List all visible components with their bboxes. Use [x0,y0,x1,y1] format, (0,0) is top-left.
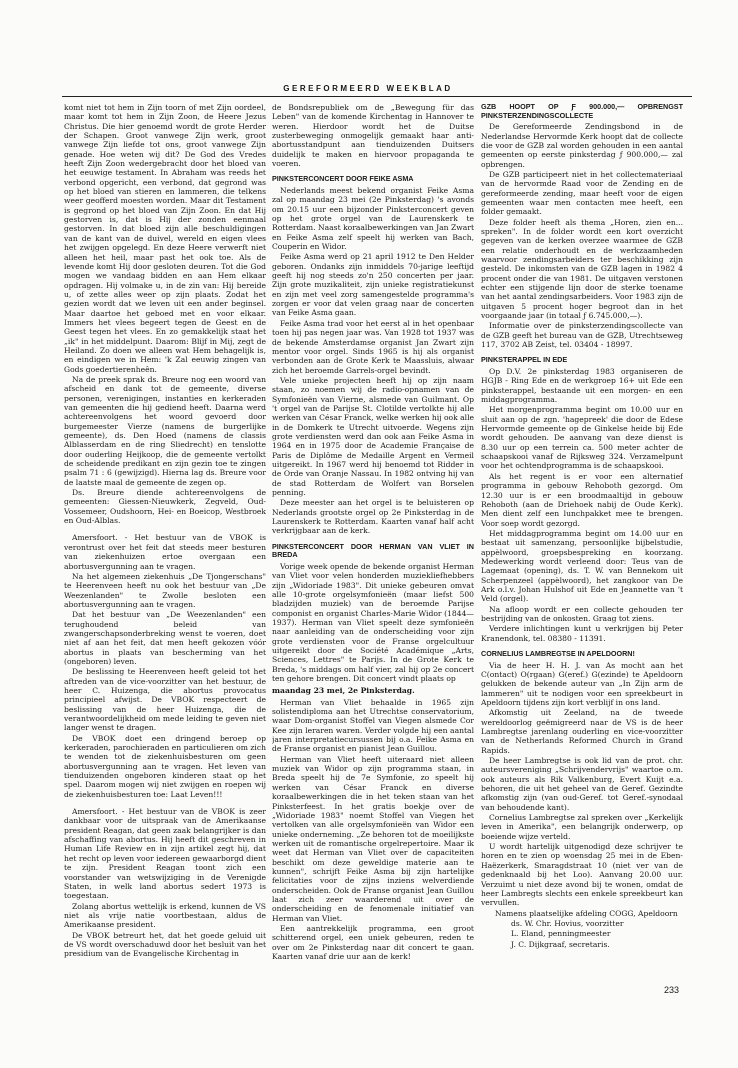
paragraph: Informatie over de pinksterzendingscollecte van de GZB geeft het bureau van de GZB, Utrechtseweg 117, 3702 AB Zeist, tel. 03404 - 18997. [481,321,683,350]
paragraph: Na het algemeen ziekenhuis „De Tjongerschans" te Heerenveen heeft nu ook het bestuur van „De Weezenlanden" te Zwolle besloten een abortusvergunning aan te vragen. [64,571,266,609]
paragraph: Feike Asma werd op 21 april 1912 te Den Helder geboren. Ondanks zijn inmiddels 70-jarige leeftijd geeft hij nog steeds zo'n 250 concerten per jaar. Zijn grote muzikaliteit, zijn unieke registratiekunst en zijn met veel zorg samengestelde programma's zorgen er voor dat velen graag naar de concerten van Feike Asma gaan. [272,252,474,318]
paragraph: de Bondsrepubliek om de „Bewegung für das Leben" van de komende Kirchentag in Hannover te weren. Hierdoor wordt het de Duitse zusterbeweging onmogelijk gemaakt haar anti-abortusstandpunt aan tienduizenden Duitsers duidelijk te maken en hiervoor propaganda te voeren. [272,103,474,169]
paragraph: Vorige week opende de bekende organist Herman van Vliet voor velen honderden muziekliefhebbers zijn „Widoriade 1983". Dit unieke gebeuren omvat alle 10-grote orgelsymfonieën (maar liefst 500 bladzijden muziek) van de beroemde Parijse componist en organist Charles-Marie Widor (1844—1937). Herman van Vliet speelt deze symfonieën naar aanleiding van de onderscheiding voor zijn grote verdiensten voor de Franse orgelcultuur uitgereikt door de Société Académique „Arts, Sciences, Lettres" te Parijs. In de Grote Kerk te Breda, 's middags om half vier, zal hij op 2e concert ten gehore brengen. Dit concert vindt plaats op [272,561,474,684]
signature-line: Namens plaatselijke afdeling COGG, Apeldoorn [495,908,678,918]
paragraph: Feike Asma trad voor het eerst al in het openbaar toen hij pas negen jaar was. Van 1928 tot 1937 was de bekende Amsterdamse organist Jan Zwart zijn mentor voor orgel. Sinds 1965 is hij als organist verbonden aan de Grote Kerk te Maassluis, alwaar zich het beroemde Garrels-orgel bevindt. [272,318,474,375]
paragraph: Een aantrekkelijk programma, een groot schitterend orgel, een uniek gebeuren, reden te over om 2e Pinksterdag naar dit concert te gaan. Kaarten vanaf drie uur aan de kerk! [272,923,474,961]
paragraph: Herman van Vliet heeft uiteraard niet alleen muziek van Widor op zijn programma staan, in Breda speelt hij de 7e Symfonie, zo speelt hij werken van César Franck en diverse koraalbewerkingen die in het teken staan van het Pinksterfeest. In het gratis boekje over de „Widoriade 1983" noemt Stoffel van Viegen het vertolken van alle orgelsymfonieën van Widor een unieke onderneming. „Ze behoren tot de moeilijkste werken uit de romantische orgelrepertoire. Maar ik weet dat Herman van Vliet over de capaciteiten beschikt om deze geweldige materie aan te kunnen", schrijft Feike Asma bij zijn hartelijke felicitaties voor de zijns inziens welverdiende onderscheiden. Ook de Franse organist Jean Guillou laat zich zeer waarderend uit over de onderscheiding en de fenomenale initiatief van Herman van Vliet. [272,754,474,923]
spacer [64,800,266,807]
paragraph: Ds. Breure diende achtereenvolgens de gemeenten: Giessen-Nieuwkerk, Zegveld, Oud-Vossemeer, Oudshoorn, Hei- en Boeicop, Westbroek en Oud-Alblas. [64,488,266,526]
paragraph: Nederlands meest bekend organist Feike Asma zal op maandag 23 mei (2e Pinksterdag) 's avonds om 20.15 uur een bijzonder Pinksterconcert geven op het grote orgel van de Laurenskerk te Rotterdam. Naast koraalbewerkingen van Jan Zwart en Feike Asma zelf speelt hij werken van Bach, Couperin en Widor. [272,186,474,252]
paragraph: Amersfoort. - Het bestuur van de VBOK is verontrust over het feit dat steeds meer besturen van ziekenhuizen ertoe overgaan een abortusvergunning aan te vragen. [64,533,266,571]
paragraph: U wordt hartelijk uitgenodigd deze schrijver te horen en te zien op woensdag 25 mei in de Eben-Haëzerkerk, Smaragdstraat 10 (niet ver van de gedenknaald bij het Loo). Aanvang 20.00 uur. Verzuimt u niet deze avond bij te wonen, omdat de heer Lambregts slechts een enkele spreekbeurt kan vervullen. [481,842,683,908]
column-middle [272,103,474,1053]
paragraph: De VBOK betreurt het, dat het goede geluid uit de VS wordt overschaduwd door het besluit van het presidium van de Evangelische Kirchentag in [64,930,266,959]
paragraph: Op D.V. 2e pinksterdag 1983 organiseren de HGJB - Ring Ede en de werkgroep 16+ uit Ede een pinksterappel, bestaande uit een morgen- en een middagprogramma. [481,367,683,405]
paragraph: Via de heer H. H. J. van As mocht aan het C(ontact) O(rgaan) G(eref.) G(ezinde) te Apeldoorn gelukken de bekende auteur van „In Zijn arm de lammeren" uit te nodigen voor een spreekbeurt in Apeldoorn tijdens zijn kort verblijf in ons land. [481,660,683,707]
article-heading: CORNELIUS LAMBREGTSE IN APELDOORN! [481,649,635,658]
paragraph: Vele unieke projecten heeft hij op zijn naam staan, zo noemen wij de radio-opnamen van de Symfonieën van Vierne, alsmede van Guilmant. Op 't orgel van de Parijse St. Clotilde vertolkte hij alle werken van César Franck, welke werken hij ook alle in de Domkerk te Utrecht uitvoerde. Wegens zijn grote verdiensten werd dan ook aan Feike Asma in 1964 en in 1975 door de Academie Française de Paris de Diplôme de Medaille Argent en Vermeil uitgereikt. In 1967 werd hij benoemd tot Ridder in de Orde van Oranje Nassau. In 1982 ontving hij van de stad Rotterdam de Wolfert van Borselen penning. [272,375,474,497]
paragraph: Herman van Vliet behaalde in 1965 zijn solistendiploma aan het Utrechtse conservatorium, waar Dom-organist Stoffel van Viegen alsmede Cor Kee zijn leraren waren. Verder volgde hij een aantal jaren interpretatiecursussen bij o.a. Feike Asma en de Franse organist en pianist Jean Guillou. [272,697,474,754]
article-heading: GZB HOOPT OP Ƒ 900.000,— OPBRENGST PINKSTERZENDINGSCOLLECTE [481,103,683,120]
header-rule [62,96,692,97]
paragraph: Afkomstig uit Zeeland, na de tweede wereldoorlog geëmigreerd naar de VS is de heer Lambregtse jarenlang ouderling en vice-voorzitter van de Netherlands Reformed Church in Grand Rapids. [481,708,683,755]
article-heading: PINKSTERCONCERT DOOR FEIKE ASMA [272,174,414,184]
signature-line: J. C. Dijkgraaf, secretaris. [511,939,610,949]
paragraph: Cornelius Lambregtse zal spreken over „Kerkelijk leven in Amerika", een belangrijk onderwerp, op boeiende wijze verteld. [481,813,683,841]
paragraph: Dat het bestuur van „De Weezenlanden" een terughoudend beleid van zwangerschapsonderbreking wenst te voeren, doet niet af aan het feit, dat men heeft gekozen vóór abortus in plaats van bescherming van het (ongeboren) leven. [64,610,266,666]
paragraph: De GZB participeert niet in het collectemateriaal van de hervormde Raad voor de Zending en de gereformeerde zending, maar heeft voor de eigen gemeenten waar men contacten mee heeft, een folder gemaakt. [481,169,683,217]
page-number: 233 [664,985,680,995]
concert-date: maandag 23 mei, 2e Pinksterdag. [272,686,415,696]
paragraph: Na de preek sprak ds. Breure nog een woord van afscheid en dank tot de gemeente, diverse personen, verenigingen, instanties en kerkeraden van gemeenten die hij gediend heeft. Daarna werd achtereenvolgens het woord gevoerd door burgemeester Vierze (namens de burgerlijke gemeente), ds. Den Hoed (namens de classis Alblasserdam en de ring Sliedrecht) en tenslotte door ouderling Heijkoop, die de gemeente vertolkt de scheidende predikant en zijn gezin toe te zingen psalm 71 : 6 (gewijzigd). Hierna lag ds. Breure voor de laatste maal de gemeente de zegen op. [64,374,266,487]
paragraph: Het morgenprogramma begint om 10.00 uur en sluit aan op de zgn. 'hagepreek' die door de Edese Hervormde gemeente op de Ginkelse heide bij Ede wordt gehouden. De aanvang van deze dienst is 8.30 uur op een terrein ca. 500 meter achter de schaapskooi vanaf de Rijksweg 324. Verzamelpunt voor het ochtendprogramma is de schaapskooi. [481,405,683,471]
paragraph: De VBOK doet een dringend beroep op kerkeraden, parochieraden en particulieren om zich te wenden tot de ziekenhuisbesturen om geen abortusvergunning aan te vragen. Het leven van tienduizenden ongeboren kinderen staat op het spel. Daarom mogen wij niet zwijgen en roepen wij de ziekenhuisbesturen toe: Laat Leven!!! [64,733,266,799]
paragraph: De beslissing te Heerenveen heeft geleid tot het aftreden van de vice-voorzitter van het bestuur, de heer C. Huizenga, die abortus provocatus principieel afwijst. De VBOK respecteert de beslissing van de heer Huizenga, die de verantwoordelijkheid om mede leiding te geven niet langer wenst te dragen. [64,667,266,733]
column-right [481,103,683,1053]
column-left [64,103,266,1053]
signature-line: ds. W. Chr. Hovius, voorzitter [511,918,624,928]
paragraph: Het middagprogramma begint om 14.00 uur en bestaat uit samenzang, persoonlijke bijbelstudie, appèlwoord, groepsbespreking en koorzang. Medewerking wordt verleend door: Teus van de Lagemaat (opening), ds. T. W. van Bennekom uit Scherpenzeel (appèlwoord), het zangkoor van De Ark o.l.v. Johan Hulshof uit Ede en Jeannette van 't Veld (orgel). [481,528,683,604]
paragraph: De Gereformeerde Zendingsbond in de Nederlandse Hervormde Kerk hoopt dat de collecte die voor de GZB zal worden gehouden in een aantal gemeenten op eerste pinksterdag ƒ 900.000,— zal opbrengen. [481,122,683,169]
paragraph: Als het regent is er voor een alternatief programma in gebouw Rehoboth gezorgd. Om 12.30 uur is er een broodmaaltijd in gebouw Rehoboth (aan de Driehoek nabij de Oude Kerk). Men dient zelf een lunchpakket mee te brengen. Voor soep wordt gezorgd. [481,471,683,528]
page-header: GEREFORMEERD WEEKBLAD [283,84,453,93]
paragraph: Deze meester aan het orgel is te beluisteren op Nederlands grootste orgel op 2e Pinksterdag in de Laurenskerk te Rotterdam. Kaarten vanaf half acht verkrijgbaar aan de kerk. [272,498,474,536]
article-heading: PINKSTERCONCERT DOOR HERMAN VAN VLIET IN BREDA [272,541,474,560]
paragraph: Deze folder heeft als thema „Horen, zien en... spreken". In de folder wordt een kort overzicht gegeven van de kerken overzee waarmee de GZB een relatie onderhoudt en de werkzaamheden waarvoor zendingsarbeiders ter beschikking zijn gesteld. De inkomsten van de GZB lagen in 1982 4 procent onder die van 1981. De uitgaven verstonen echter een stijgende lijn door de sterke toename van het aantal zendingsarbeiders. Voor 1983 zijn de uitgaven 5 procent hoger begroot dan in het voorgaande jaar (in totaal ƒ 6.745.000,—). [481,217,683,321]
signature-line: L. Eland, penningmeester [511,929,611,939]
article-heading: PINKSTERAPPEL IN EDE [481,355,568,365]
paragraph: Amersfoort. - Het bestuur van de VBOK is zeer dankbaar voor de uitspraak van de Amerikaanse president Reagan, dat geen zaak belangrijker is dan afschaffing van abortus. Hij heeft dit geschreven in Human Life Review en in zijn artikel zegt hij, dat het recht op leven voor iedereen gewaarborgd dient te zijn. President Reagan toont zich een voorstander van wetswijziging in de Verenigde Staten, in welk land abortus sedert 1973 is toegestaan. [64,807,266,901]
paragraph: Na afloop wordt er een collecte gehouden ter bestrijding van de onkosten. Graag tot ziens. [481,604,683,623]
paragraph: Verdere inlichtingen kunt u verkrijgen bij Peter Kranendonk, tel. 08380 - 11391. [481,624,683,643]
paragraph: De heer Lambregtse is ook lid van de prot. chr. auteursvereniging „Schrijvendervrijs" waartoe o.m. ook auteurs als Rik Valkenburg, Evert Kuijt e.a. behoren, die uit het geheel van de Geref. Gezindte afkomstig zijn (van oud-Geref. tot Geref.-synodaal van behoudende kant). [481,756,683,812]
spacer [64,526,266,533]
paragraph: komt niet tot hem in Zijn toorn of met Zijn oordeel, maar komt tot hem in Zijn Zoon, de Heere Jezus Christus. Die hier genoemd wordt de grote Herder der Schapen. Groot vanwege Zijn werk, groot vanwege Zijn liefde tot ons, groot vanwege Zijn genade. Hoe weten wij dit? De God des Vredes heeft Zijn Zoon wedergebracht door het bloed van het eeuwige testament. In Abraham was reeds het verbond opgericht, een verbond, dat gegrond was op het bloed van stieren en lammeren, die telkens weer geofferd moesten worden. Maar dit Testament is gegrond op het bloed van Zijn Zoon. En dat Hij gestorven is, dat is Hij der zonden eenmaal gestorven. In dat bloed zijn alle beschuldigingen van de kant van de duivel, wereld en eigen vlees het zwijgen opgelegd. En deze Heere verwerft niet alleen het heil, maar past het ook toe. Als de levende komt Hij door gesloten deuren. Tot die God mogen we vandaag bidden en aan Hem elkaar opdragen. Hij volmake u, in de zin van: Hij bereide u, of zette alles weer op zijn plaats. Zodat het gezien wordt dat we leven uit een ander beginsel. Maar daartoe het geboed met en voor elkaar. Immers het vlees begeert tegen de Geest en de Geest tegen het vlees. En zo gemakkelijk staat het „ik" in het middelpunt. Daarom: Blijf in Mij, zegt de Heiland. Zo doen we alleen wat Hem behagelijk is, en eindigen we in Hem: 'k Zal eeuwig zingen van Gods goedertierenheên. [64,103,266,374]
paragraph: Zolang abortus wettelijk is erkend, kunnen de VS niet als vrije natie voortbestaan, aldus de Amerikaanse president. [64,901,266,930]
